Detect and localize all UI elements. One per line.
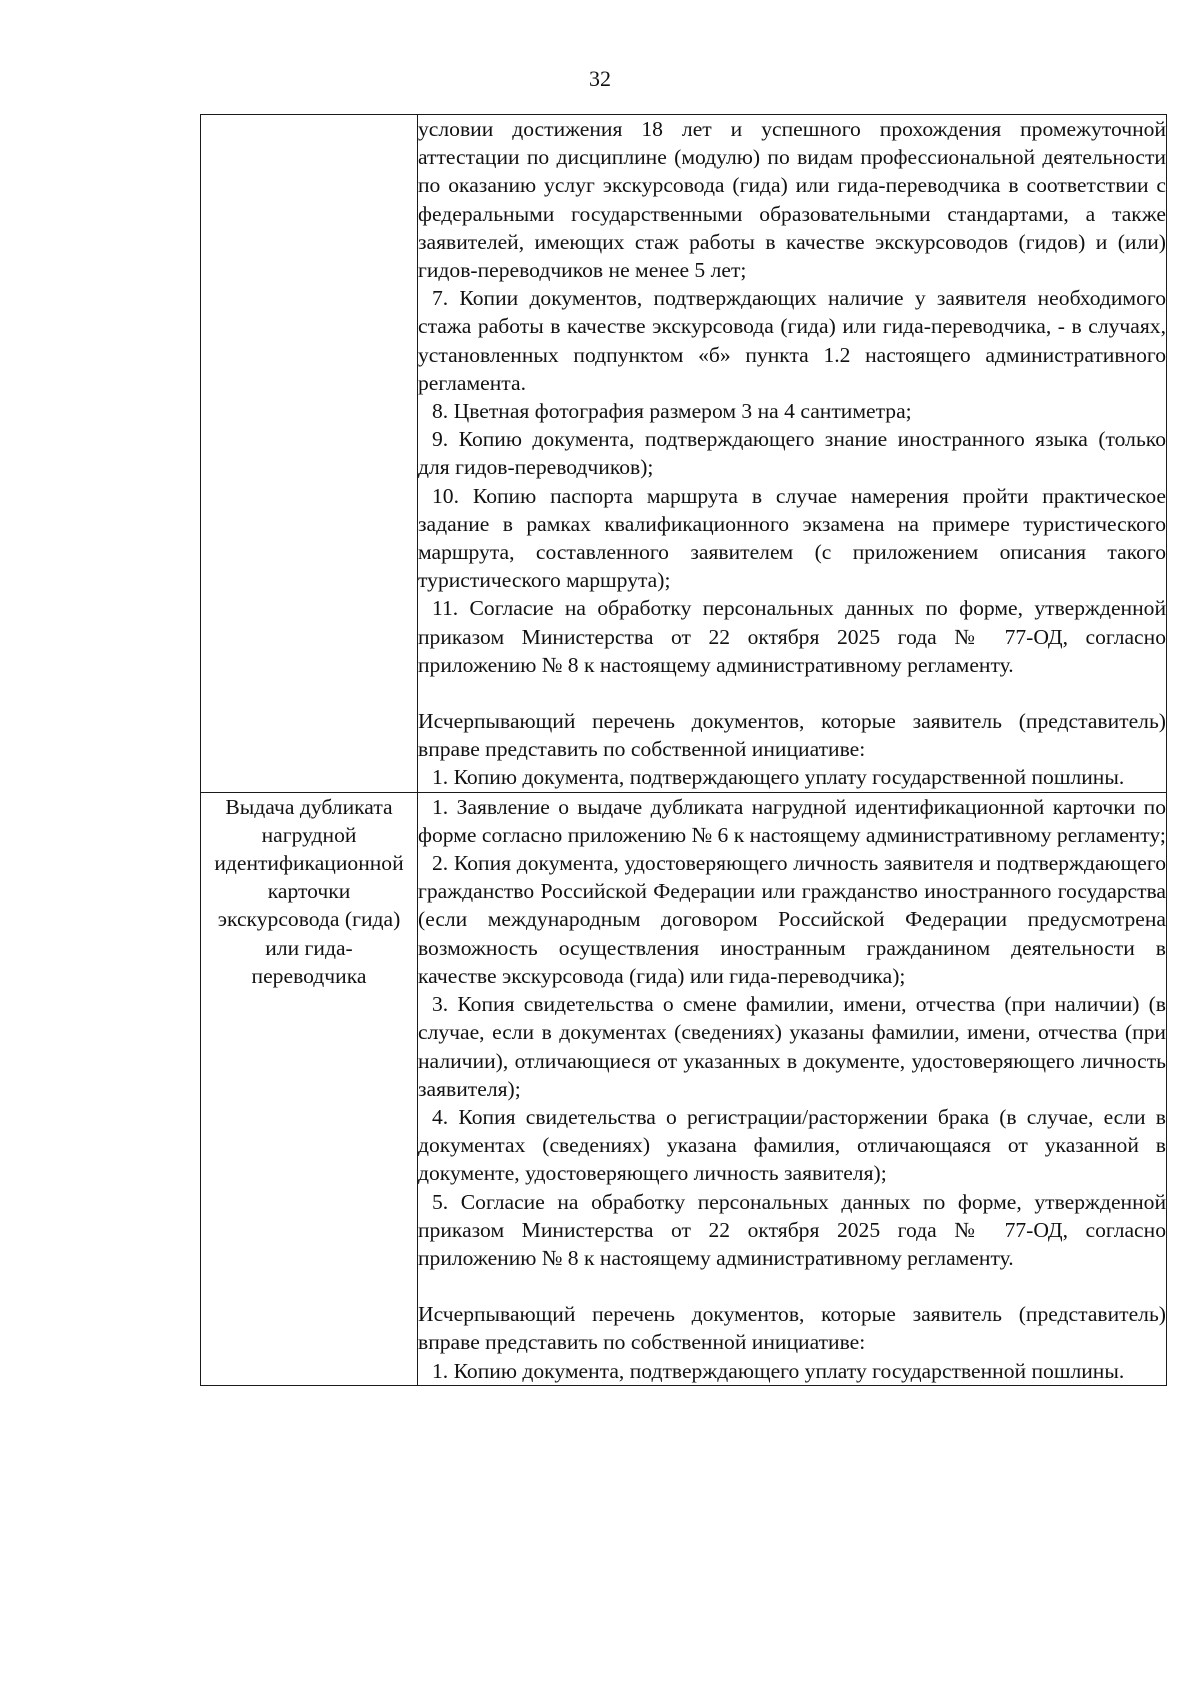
document-paragraph: 5. Согласие на обработку персональных данных по форме, утвержденной приказом Министерства от 22 октября 2025 года № 77-ОД, согласно приложению № 8 к настоящему административному регламенту. [418, 1189, 1166, 1270]
document-paragraph: 8. Цветная фотография размером 3 на 4 сантиметра; [432, 399, 912, 424]
document-paragraph: Исчерпывающий перечень документов, которые заявитель (представитель) вправе представить по собственной инициативе: [418, 709, 1166, 762]
service-name-line: идентификационной [214, 851, 404, 876]
service-name-cell [201, 115, 418, 793]
page-number: 32 [589, 66, 611, 91]
document-paragraph: 1. Копию документа, подтверждающего уплату государственной пошлины. [432, 1358, 1125, 1383]
documents-list-cell [418, 115, 1167, 793]
service-name-line: нагрудной [261, 822, 357, 847]
document-paragraph: 11. Согласие на обработку персональных данных по форме, утвержденной приказом Министерства от 22 октября 2025 года № 77-ОД, согласно приложению № 8 к настоящему административному регламенту. [418, 596, 1166, 677]
document-paragraph: 2. Копия документа, удостоверяющего личность заявителя и подтверждающего гражданство Российской Федерации или гражданство иностранного государства (если международным договором Российской Федерации предусмотрена возможность осуществления иностранным гражданином деятельности в качестве экскурсовода (гида) или гида-переводчика); [418, 851, 1166, 988]
document-paragraph: 7. Копии документов, подтверждающих наличие у заявителя необходимого стажа работы в качестве экскурсовода (гида) или гида-переводчика, - в случаях, установленных подпунктом «б» пункта 1.2 настоящего административного регламента. [418, 286, 1166, 395]
table-row [201, 792, 1167, 1385]
service-name-line: или гида- [265, 935, 353, 960]
document-paragraph: 1. Копию документа, подтверждающего уплату государственной пошлины. [432, 765, 1125, 790]
document-paragraph: 3. Копия свидетельства о смене фамилии, имени, отчества (при наличии) (в случае, если в документах (сведениях) указаны фамилии, имени, отчества (при наличии), отличающиеся от указанных в документе, удостоверяющего личность заявителя); [418, 992, 1166, 1101]
service-name-line: Выдача дубликата [225, 794, 393, 819]
document-paragraph: 1. Заявление о выдаче дубликата нагрудной идентификационной карточки по форме согласно приложению № 6 к настоящему административному регламенту; [418, 794, 1166, 847]
services-documents-table [200, 114, 1167, 1386]
document-paragraph: условии достижения 18 лет и успешного прохождения промежуточной аттестации по дисциплине (модулю) по видам профессиональной деятельности по оказанию услуг экскурсовода (гида) или гида-переводчика в соответствии с федеральными государственными образовательными стандартами, а также заявителей, имеющих стаж работы в качестве экскурсоводов (гидов) и (или) гидов-переводчиков не менее 5 лет; [418, 117, 1166, 283]
document-paragraph: Исчерпывающий перечень документов, которые заявитель (представитель) вправе представить по собственной инициативе: [418, 1302, 1166, 1355]
document-paragraph: 4. Копия свидетельства о регистрации/расторжении брака (в случае, если в документах (сведениях) указана фамилия, отличающаяся от указанной в документе, удостоверяющего личность заявителя); [418, 1104, 1166, 1186]
service-name-cell [201, 792, 418, 1385]
document-paragraph: 10. Копию паспорта маршрута в случае намерения пройти практическое задание в рамках квалификационного экзамена на примере туристического маршрута, составленного заявителем (с приложением описания такого туристического маршрута); [418, 483, 1166, 593]
service-name-line: экскурсовода (гида) [217, 907, 401, 932]
table-body [201, 115, 1167, 1386]
service-name-line: переводчика [251, 963, 367, 988]
documents-list-cell [418, 792, 1167, 1385]
document-paragraph: 9. Копию документа, подтверждающего знание иностранного языка (только для гидов-переводчиков); [418, 427, 1166, 480]
service-name-line: карточки [267, 879, 351, 904]
table-row [201, 115, 1167, 793]
